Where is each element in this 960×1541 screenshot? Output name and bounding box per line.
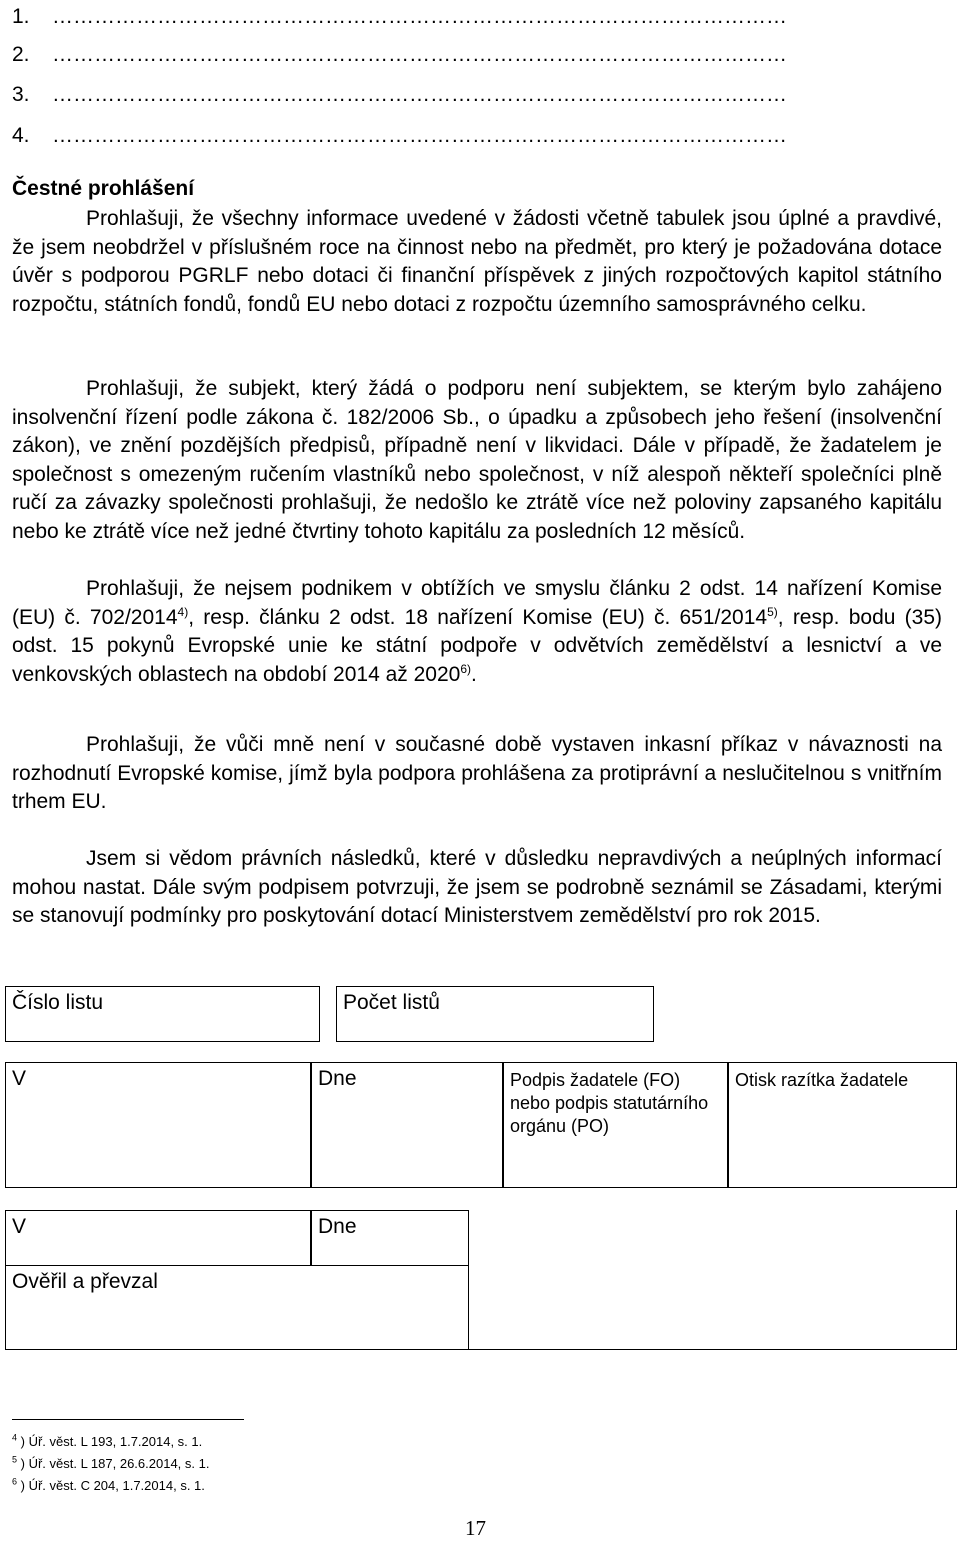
paragraph-2 (12, 375, 942, 546)
verified-by-label: Ověřil a převzal (12, 1270, 158, 1293)
applicant-signature-label: Podpis žadatele (FO) nebo podpis statutárního orgánu (PO) (510, 1070, 709, 1136)
date-field-2[interactable] (311, 1210, 469, 1266)
paragraph-3-text-c: , resp. bodu (35) odst. 15 pokynů Evropské unie ke státní podpoře v odvětvích zemědělství a lesnictví a ve venkovských oblastech na období 2014 až 2020 (12, 605, 942, 686)
list-item-4: 4. …………………………………………………………………………………………… (12, 124, 787, 147)
place-label-1: V (12, 1067, 27, 1090)
date-label-2: Dne (318, 1215, 357, 1238)
sheet-count-label: Počet listů (343, 991, 440, 1014)
date-label-1: Dne (318, 1067, 357, 1090)
sheet-number-field[interactable] (5, 986, 320, 1042)
applicant-stamp-field[interactable] (728, 1062, 957, 1188)
footnote-5: $^5$ ) Úř. věst. L 187, 26.6.2014, s. 1. (12, 1454, 210, 1471)
list-item-2: 2. …………………………………………………………………………………………… (12, 43, 787, 66)
paragraph-1 (12, 205, 942, 319)
list-item-1: 1. …………………………………………………………………………………………… (12, 5, 787, 28)
paragraph-3-text-b: , resp. článku 2 odst. 18 nařízení Komise (EU) č. 651/2014 (188, 605, 768, 629)
place-field-2[interactable] (5, 1210, 311, 1266)
place-field-1[interactable] (5, 1062, 311, 1188)
footnote-4: $^4$ ) Úř. věst. L 193, 1.7.2014, s. 1. (12, 1432, 203, 1449)
paragraph-3 (12, 575, 942, 689)
list-item-3: 3. …………………………………………………………………………………………… (12, 83, 787, 106)
sheet-count-field[interactable] (336, 986, 654, 1042)
applicant-signature-field[interactable] (503, 1062, 728, 1188)
sheet-number-label: Číslo listu (12, 991, 104, 1014)
paragraph-5 (12, 845, 942, 931)
footnote-6: $^6$ ) Úř. věst. C 204, 1.7.2014, s. 1. (12, 1476, 205, 1493)
paragraph-5-text: Jsem si vědom právních následků, které v důsledku nepravdivých a neúplných informací mohou nastat. Dále svým podpisem potvrzuji, že jsem se podrobně seznámil se Zásadami, kterými se stanovují podmínky pro poskytování dotací Ministerstvem zemědělství pro rok 2015. (12, 847, 942, 927)
footnote-ref-6: 6) (460, 661, 471, 676)
paragraph-1-text: Prohlašuji, že všechny informace uvedené v žádosti včetně tabulek jsou úplné a pravdivé, že jsem neobdržel v příslušném roce na činnost nebo na předmět, pro který je požadována dotace úvěr s podporou PGRLF nebo dotaci či finanční příspěvek z jiných rozpočtových kapitol státního rozpočtu, státních fondů, fondů EU nebo dotaci z rozpočtu územního samosprávného celku. (12, 207, 942, 316)
verification-signature-area[interactable] (469, 1210, 957, 1350)
paragraph-3-text-d: . (471, 662, 477, 686)
verified-by-field[interactable] (5, 1266, 469, 1350)
paragraph-4-text: Prohlašuji, že vůči mně není v současné době vystaven inkasní příkaz v návaznosti na rozhodnutí Evropské komise, jímž byla podpora prohlášena za protiprávní a neslučitelnou s vnitřním trhem EU. (12, 733, 942, 813)
paragraph-3-text-a: Prohlašuji, že nejsem podnikem v obtížích ve smyslu článku 2 odst. 14 nařízení Komise (EU) č. 702/2014 (12, 577, 942, 629)
footnote-ref-5: 5) (767, 604, 778, 619)
paragraph-2-text: Prohlašuji, že subjekt, který žádá o podporu není subjektem, se kterým bylo zahájeno insolvenční řízení podle zákona č. 182/2006 Sb., o úpadku a způsobech jeho řešení (insolvenční zákon), ve znění pozdějších předpisů, případně není v likvidaci. Dále v případě, že žadatelem je společnost s omezeným ručením vlastníků nebo společnost, v níž alespoň někteří společníci plně ručí za závazky společnosti prohlašuji, že nedošlo ke ztrátě více než poloviny zapsaného kapitálu nebo ke ztrátě více než jedné čtvrtiny tohoto kapitálu za posledních 12 měsíců. (12, 377, 942, 543)
place-label-2: V (12, 1215, 27, 1238)
page-number: 17 (465, 1516, 486, 1540)
footnote-ref-4: 4) (177, 604, 189, 619)
declaration-heading: Čestné prohlášení (12, 177, 195, 200)
applicant-stamp-label: Otisk razítka žadatele (735, 1070, 909, 1090)
footnote-separator (12, 1419, 244, 1420)
date-field-1[interactable] (311, 1062, 503, 1188)
paragraph-4 (12, 731, 942, 817)
